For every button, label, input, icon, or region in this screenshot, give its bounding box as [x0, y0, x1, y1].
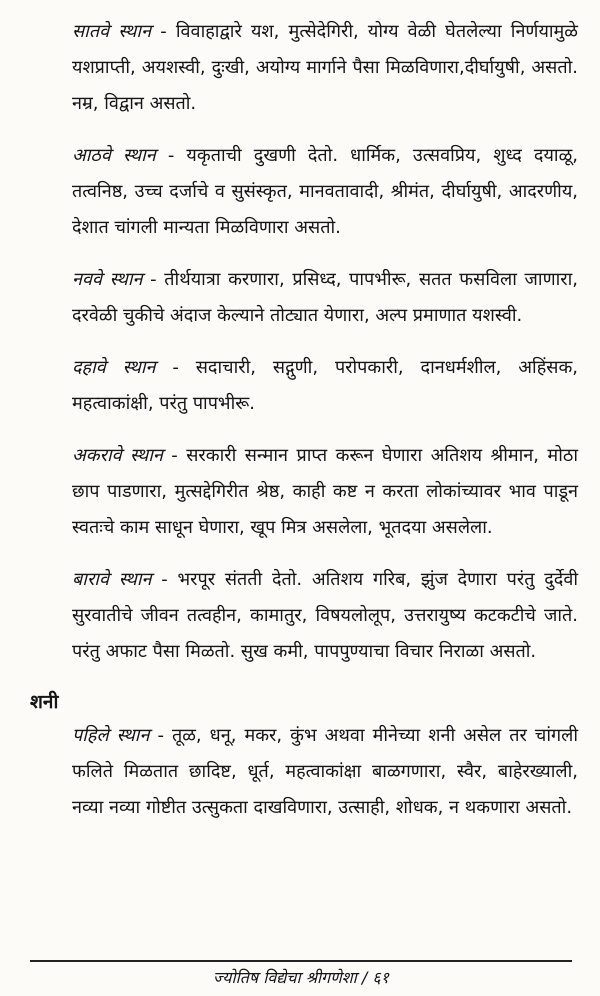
paragraph-heading: सातवे स्थान — [72, 21, 152, 42]
paragraph-heading: पहिले स्थान — [72, 725, 150, 746]
paragraph-eighth-house — [30, 138, 578, 246]
paragraph-heading: नववे स्थान — [72, 269, 143, 290]
paragraph-text: - तूळ, धनू, मकर, कुंभ अथवा मीनेच्या शनी असेल तर चांगली फलिते मिळतात छादिष्ट, धूर्त, महत्वाकांक्षा बाळगणारा, स्वैर, बाहेरख्याली, नव्या नव्या गोष्टीत उत्सुकता दाखविणारा, उत्साही, शोधक, न थकणारा असतो. — [72, 725, 579, 818]
paragraph-twelfth-house — [30, 562, 578, 670]
paragraph-tenth-house — [30, 350, 578, 422]
paragraph-text: - सरकारी सन्मान प्राप्त करून घेणारा अतिशय श्रीमान, मोठा छाप पाडणारा, मुत्सद्देगिरीत श्रेष्ठ, काही कष्ट न करता लोकांच्यावर भाव पाडून स्वतःचे काम साधून घेणारा, खूप मित्र असलेला, भूतदया असलेला. — [72, 445, 578, 538]
paragraph-heading: दहावे स्थान — [72, 357, 156, 378]
section-title-saturn: शनी — [30, 691, 59, 713]
paragraph-heading: अकरावे स्थान — [72, 445, 163, 466]
paragraph-seventh-house — [30, 14, 578, 122]
document-page — [30, 14, 578, 826]
paragraph-text: - तीर्थयात्रा करणारा, प्रसिध्द, पापभीरू, सतत फसविला जाणारा, दरवेळी चुकीचे अंदाज केल्याने तोट्यात येणारा, अल्प प्रमाणात यशस्वी. — [72, 269, 578, 326]
paragraph-text: - विवाहाद्वारे यश, मुत्सेदेगिरी, योग्य वेळी घेतलेल्या निर्णयामुळे यशप्राप्ती, अयशस्वी, दुःखी, अयोग्य मार्गाने पैसा मिळविणारा,दीर्घायुषी, असतो. नम्र, विद्वान असतो. — [72, 21, 578, 114]
paragraph-text: - भरपूर संतती देतो. अतिशय गरिब, झुंज देणारा परंतु दुर्देवी सुरवातीचे जीवन तत्वहीन, कामातुर, विषयलोलूप, उत्तरायुष्य कटकटीचे जाते. परंतु अफाट पैसा मिळतो. सुख कमी, पापपुण्याचा विचार निराळा असतो. — [72, 569, 578, 662]
paragraph-heading: आठवे स्थान — [72, 145, 156, 166]
paragraph-saturn-first-house — [30, 718, 578, 826]
paragraph-ninth-house — [30, 262, 578, 334]
page-footer: ज्योतिष विद्येचा श्रीगणेशा / ६१ — [30, 960, 572, 988]
paragraph-heading: बारावे स्थान — [72, 569, 152, 590]
paragraph-text: - सदाचारी, सद्गुणी, परोपकारी, दानधर्मशील, अहिंसक, महत्वाकांक्षी, परंतु पापभीरू. — [72, 357, 578, 414]
paragraph-eleventh-house — [30, 438, 578, 546]
paragraph-text: - यकृताची दुखणी देतो. धार्मिक, उत्सवप्रिय, शुध्द दयाळू, तत्वनिष्ठ, उच्च दर्जाचे व सुसंस्कृत, मानवतावादी, श्रीमंत, दीर्घायुषी, आदरणीय, देशात चांगली मान्यता मिळविणारा असतो. — [72, 145, 578, 238]
